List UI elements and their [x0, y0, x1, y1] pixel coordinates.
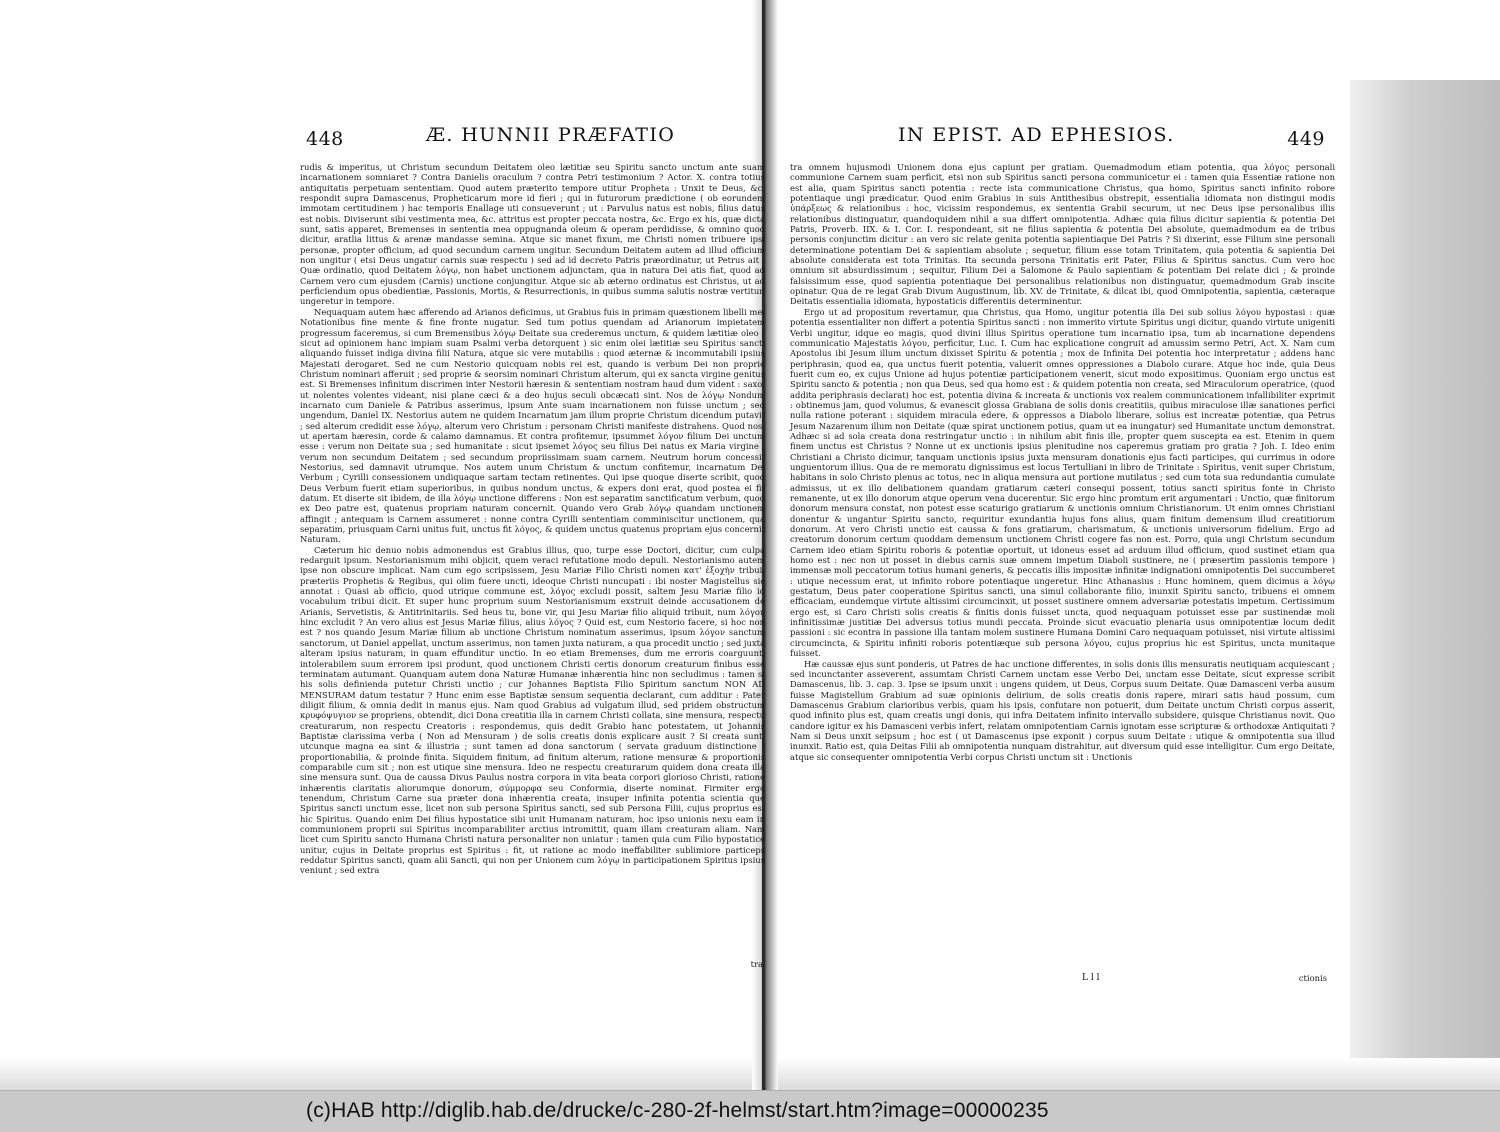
- left-body-text: [300, 162, 765, 876]
- page-edge-strip: [1350, 80, 1500, 1090]
- left-catchword: tra: [750, 959, 763, 969]
- right-page-number: 449: [1287, 128, 1325, 150]
- copyright-text: (c)HAB http://diglib.hab.de/drucke/c-280-2f-helmst/start.htm?image=00000235: [306, 1099, 1049, 1122]
- signature-mark: L l l: [1082, 973, 1100, 983]
- right-page: [790, 118, 1335, 983]
- left-page-number: 448: [306, 128, 344, 150]
- right-paragraph: Ergo ut ad propositum revertamur, qua Christus, qua Homo, ungitur potentia illa Dei sub solius λόγου hypostasi : quæ potentia essentialiter non differt a potentia Spiritus sancti : non immerito virtute Spiritus ungi dicitur, quando virtute unigeniti Verbi ungitur, idque eo magis, quod divini illius Spiritus operatione tum incarnatio ipsa, tum ab incarnatione dependens communicatio Majestatis λόγου, perficitur, Luc. I. Cum hac explicatione congruit ad amussim sermo Petri, Act. X. Nam cum Apostolus ibi Jesum illum unctum dixisset Spiritu & potentia ; mox de Infinita Dei potentia hoc interpretatur ; addens hanc periphrasin, quod ea, qua unctus fuerit potentia, valuerit omnes oppressiones a Diabolo curare. Atque hoc inde, quia Deus fuerit cum eo, ex cujus Unione ad hujus potentiæ participationem venerit, sicut modo expositimus. Quoniam ergo unctus est Spiritu sancto & potentia ; non qua Deus, sed qua homo est : & quidem potentia non creata, sed Miraculorum operatrice, (quod addita periphrasis declarat) hoc est, potentia divina & increata & unctionis vox realem communicationem infallibiliter exprimit : obtinemus jam, quod volumus, & evanescit glossa Grabiana de solis donis creatitiis, quibus miraculose illæ sanationes perfici nulla ratione poterant : siquidem miracula edere, & oppressos a Diabolo liberare, solius est increatæ potentiæ, qua Petrus Jesum Nazarenum illum non Deitate (quæ spirat unctionem potius, quam ut ea inungatur) sed Humanitate unctum demonstrat. Adhæc si ad sola creata dona restringatur unctio : in nihilum abit finis ille, propter quem suscepta ea est. Etenim in quem finem unctus est Christus ? Nonne ut ex unctionis ipsius plenitudine nos caperemus gratiam pro gratia ? Joh. I. Ideo enim Christiani a Christo dicimur, tanquam unctionis ipsius juxta mensuram donationis ejus facti participes, qui currimus in odore unguentorum illius. Qua de re memoratu dignissimus est locus Tertulliani in libro de Trinitate : Spiritus, venit super Christum, habitans in solo Christo plenus ac totus, nec in aliqua mensura aut portione mutilatus ; sed cum tota sua redundantia cumulate admissus, ut ex illo delibationem quandam gratiarum cæteri consequi possent, totius sancti spiritus fonte in Christo remanente, ut ex illo donorum atque operum vena ducerentur. Sic ergo hinc promtum erit argumentari : Unctio, quæ finitorum donorum mensura constat, non potest esse scaturigo gratiarum & unctionis omnium Christianorum. Ut enim omnes Christiani donentur & ungantur Spiritu sancto, requiritur exundantia hujus fons alius, quam finitum demensum illud creatitiorum donorum. At vero Christi unctio est caussa & fons gratiarum, charismatum, & unctionis universorum fidelium. Ergo ad creatorum donorum certum quoddam demensum unctionem Christi cogere fas non est. Porro, quia ungi Christum secundum Carnem ideo etiam Spiritu roboris & potentiæ oportuit, ut idoneus esset ad arduum illud officium, quod sustinet etiam qua homo est : nec non ut posset in diebus carnis suæ omnem impetum Diaboli sustinere, ne ( præsertim passionis tempore ) immensæ moli peccatorum totius humani generis, & peccatis illis impositæ infinitæ indignationi omnipotentis Dei succumberet : utique necessum erat, ut infinito robore potentiaque ungeretur. Hinc Athanasius : Hunc hominem, quem dicimus a λόγῳ gestatum, Deus pater cooperatione Spiritus sancti, una simul collaborante filio, inunxit Spiritu sancto, tribuens ei omnem efficaciam, eundemque virtute altissimi circumcinxit, ut posset sustinere omnem adversariæ potestatis impetum. Certissimum ergo est, si Caro Christi solis creatis & finitis donis fuisset uncta, quod nequaquam potuisset esse par sustinendæ moli infinitissimæ justitiæ Dei adversus totius mundi peccata. Proinde sicut evacuatio plenaria usus omnipotentiæ locum dedit passioni : sic econtra in passione illa tantam molem sustinere Humana Domini Caro nequaquam potuisset, nisi virtute altissimi circumcincta, & Spiritu infiniti roboris potentiæque sub persona λόγου, cujus proprius hic est Spiritus, uncta munitaque fuisset.: [790, 306, 1335, 659]
- left-running-title: Æ. HUNNII PRÆFATIO: [426, 124, 676, 146]
- right-catchword: ctionis: [1298, 973, 1327, 983]
- copyright-footer-bar: [0, 1090, 1500, 1132]
- left-paragraph: Cæterum hic denuo nobis admonendus est Grabius illius, quo, turpe esse Doctori, dicitur, cum culpa redarguit ipsum. Nestorianismum mihi objicit, quem veraci refutatione modo depuli. Nestorianismo autem ipse non obscure implicat. Nam cum ego scripsissem, Jesu Mariæ Filio Christi nomen κατ' ἐξοχὴν tribui, præteriis Prophetis & Regibus, qui olim fuere uncti, ideoque Christi nuncupati : ibi noster Magistellus sic annotat : Quasi ab officio, quod utrique commune est, λόγος excludi possit, saltem Jesu Mariæ filio id vocabulum tribui dicit. Et super hunc proprium suum Nestorianismum exstruit deinde accusationem de Arianis, Servetistis, & Antitrinitariis. Sed heus tu, bone vir, qui Jesu Mariæ filio aliquid tribuit, num λόγον hinc excludit ? An vero alius est Jesus Mariæ filius, alius λόγος ? Quid est, cum Nestorio facere, si hoc non est ? nos quando Jesum Mariæ filium ab unctione Christum nominatum asserimus, ipsum λόγον sanctum sanctorum, ut Daniel appellat, unctum asserimus, non tamen juxta naturam, a qua procedit unctio ; sed juxta alteram ipsius naturam, in quam effunditur unctio. In eo etiam Bremenses, dum me erroris coarguunt, intolerabilem suum errorem ipsi produnt, quod unctionem Christi certis donorum creaturum finibus esse terminatam autumant. Quanquam autem dona Naturæ Humanæ inhærentia hinc non secludimus : tamen si his solis definienda putetur Christi unctio ; cur Johannes Baptista Filio Spiritum sanctum NON AD MENSURAM datum testatur ? Hunc enim esse Baptistæ sensum sequentia declarant, cum additur : Pater diligit filium, & omnia dedit in manus ejus. Nam quod Grabius ad vulgatum illud, sed pridem obstructum κρυφόψυγιον se propriens, obtendit, dici Dona creatitia illa in carnem Christi collata, sine mensura, respectu creaturarum, non respectu Creatoris : respondemus, quis dedit Grabio hanc potestatem, ut Johannis Baptistæ clarissima verba ( Non ad Mensuram ) de solis creatis donis explicare ausit ? Si creata sunt, utcunque magna ea sint & illustria ; sunt tamen ad dona sanctorum ( servata graduum distinctione ) proportionabilia, & proinde finita. Siquidem finitum, ad finitum alterum, ratione mensuræ & proportionis comparabile cum sit ; non est utique sine mensura. Ideo ne respectu creaturarum quidem dona creata illa sine mensura sunt. Qua de caussa Divus Paulus nostra corpora in vita beata corpori glorioso Christi, ratione inhærentis claritatis aliorumque donorum, σύμμορφα seu Conformia, diserte nominat. Firmiter ergo tenendum, Christum Carne sua præter dona inhærentia creata, insuper infinita potentia scientia que Spiritus sancti unctum esse, licet non sub persona Spiritus sancti, sed sub Persona Filii, cujus proprius est hic Spiritus. Quando enim Dei filius hypostatice sibi unit Humanam naturam, hoc ipso unionis nexu eam in communionem proprii sui Spiritus incomparabiliter arctius intromittit, quam illam creaturam aliam. Nam licet cum Spiritu sancto Humana Christi natura personaliter non uniatur : tamen quia cum Filio hypostatice unitur, cujus in Deitate proprius est Spiritus : fit, ut ratione ac modo ineffabiliter sublimiore particeps reddatur Spiritus sancti, quam alii Sancti, qui non per Unionem cum λόγῳ in participationem Spiritus ipsius veniunt ; sed extra: [300, 544, 765, 876]
- left-paragraph: rudis & imperitus, ut Christum secundum Deitatem oleo lætitiæ seu Spiritu sancto unctum ante suam incarnationem somniaret ? Contra Danielis oraculum ? contra Petri testimonium ? Actor. X. contra totius antiquitatis perpetuam sententiam. Quod autem præterito tempore utitur Propheta : Unxit te Deus, &c. respondit supra Damascenus, Propheticarum more id fieri ; qui in futurorum prædictione ( ob eorundem immotam certitudinem ) hac temporis Enallage uti consueverunt ; ut : Parvulus natus est nobis, filius datus est nobis. Diviserunt sibi vestimenta mea, &c. attritus est propter peccata nostra, &c. Ergo ex his, quæ dicta sunt, satis apparet, Bremenses in sententia mea oppugnanda oleum & operam perdidisse, & omnino quod dicitur, aratlia littus & arenæ mandasse semina. Atque sic manet fixum, me Christi nomen tribuere ipsi personæ, propter officium, ad quod secundum carnem ungitur. Secundum Deitatem autem ad illud officium non ungitur ( etsi Deus ungatur carnis suæ respectu ) sed ad id decreto Patris præordinatur, ut Petrus ait : Quæ ordinatio, quod Deitatem λόγῳ, non habet unctionem adjunctam, qua in natura Dei atis fiat, quod ad Carnem vero cum ejusdem (Carnis) unctione conjungitur. Atque sic ab æterno ordinatus est Christus, ut ad perficiendum opus obedientiæ, Passionis, Mortis, & Resurrectionis, in quibus summa salutis nostræ vertitur, ungeretur in tempore.: [300, 162, 765, 307]
- bottom-page-edge: [0, 1058, 1500, 1090]
- right-running-head: [790, 118, 1335, 152]
- right-paragraph: tra omnem hujusmodi Unionem dona ejus capiunt per gratiam. Quemadmodum etiam potentia, qua λόγος personali communione Carnem suam perficit, etsi non sub Spiritus sancti persona communicetur ei : tamen quia Essentiæ ratione non est alia, quam Spiritus sancti potentia : recte ista communicatione Christus, qua homo, Spiritus sancti infinito robore potentiaque ungi prædicatur. Quod enim Grabius in suis Antithesibus obstrepit, essentialia idiomata non distingui modis ὑπάρξεως & relationibus : hoc, vicissim respondemus, ex sententia Grabii securum, ut nec Deus ipse personalibus illis relationibus distinguatur, quandoquidem nihil a sua differt omnipotentia. Adhæc quia filius dicitur sapientia & potentia Dei Patris, Proverb. IIX. & I. Cor. I. respondeant, sit ne filius sapientia & potentia Dei absolute, quemadmodum ea de tribus personis conjunctim dicitur : an vero sic relate genita potentia sapientiaque Dei Patris ? Si dixerint, esse Filium sine personali determinatione potentiam Dei & sapientiam absolute ; sequetur, filium esse totam Trinitatem, quia potentia & sapientia Dei absolute considerata est tota Trinitas. Ita secunda persona Trinitatis erit Pater, Filius & Spiritus sanctus. Cum vero hoc omnium sit absurdissimum ; sequitur, Filium Dei a Salomone & Paulo sapientiam & potentiam Dei relate dici ; & proinde falsissimum esse, quod sapientia potentiaque Dei personalibus relationibus non distinguatur, quemadmodum Grab inscite opinatur. Qua de re legat Grab Divum Augustinum, lib. XV. de Trinitate, & dilcat ibi, quod Omnipotentia, sapientia, cæteraque Deitatis essentialia idiomata, hypostaticis differentiis determinentur.: [790, 162, 1335, 307]
- right-paragraph: Hæ caussæ ejus sunt ponderis, ut Patres de hac unctione differentes, in solis donis illis mensuratis neutiquam acquiescant ; sed incunctanter asseverent, assumtam Christi Carnem unctam esse Verbo Dei, unctam esse Deitate, sicut expresse scribit Damascenus, lib. 3. cap. 3. Ipse se ipsum unxit : ungens quidem, ut Deus, Corpus suum Deitate. Quæ Damasceni verba ausum fuisse Magistellum Grabium ad suæ opinionis delirium, de solis creatis donis rapere, mirari satis haud possum, cum Damascenus Grabium clarioribus verbis, quam his ipsis, confutare non potuerit, dum Deitate unctum Christi corpus asserit, quod infinito plus est, quam creatis ungi donis, qui infra Deitatem infinito intervallo subsidere, quisque Christianus novit. Quo candore igitur ex his Damasceni verbis infert, relatam omnipotentiam Carnis ignotam esse scripturæ & orthodoxæ Antiquitati ? Nam si Deus unxit seipsum ; hoc est ( ut Damascenus ipse exponit ) corpus suum Deitate : utique & omnipotentia sua illud inunxit. Ratio est, quia Deitas Filii ab omnipotentia nunquam distrahitur, aut diversum quid esse intelligitur. Cum ergo Deitate, atque sic consequenter omnipotentia Verbi corpus Christi unctum sit : Unctionis: [790, 658, 1335, 762]
- right-body-text: [790, 162, 1335, 762]
- right-running-title: IN EPIST. AD EPHESIOS.: [898, 124, 1175, 146]
- left-paragraph: Nequaquam autem hæc afferendo ad Arianos deficimus, ut Grabius fuis in primam quæstionem libelli mei Notationibus fine mente & fine fronte nugatur. Sed tum potius quendam ad Arianorum impietatem progressum faceremus, si cum Bremensibus λόγῳ Deitate sua crederemus unctum, & quidem lætitiæ oleo ( sicut ad opinionem hanc impiam suam Psalmi verba detorquent ) sic enim olei lætitiæ seu Spiritus sancti aliquando fuisset indiga divina filii Natura, atque sic vere mutabilis : quod æternæ & incommutabili ipsius Majestati derogaret. Sed ne cum Nestorio quicquam nobis rei est, quando is verbum Dei non proprie Christum nominari afferuit ; sed proprie & seorsim nominari Christum alterum, qui ex sancta virgine genitus est. Si Bremenses infinitum discrimen inter Nestorii hæresin & sententiam nostram haud dum vident : saxo, ut nolentes volentes videant, nisi plane cæci & a deo hujus seculi obcæcati sint. Nos de λόγῳ Nondum incarnato cum Daniele & Patribus asserimus, ipsum Ante suam incarnationem non fuisse unctum ; sed ungendum, Daniel IX. Nestorius autem ne quidem Incarnatum jam illum proprie Christum dicendum putavit ; sed alterum credidit esse λόγῳ, alterum vero Christum : personam Christi manifeste distrahens. Quod nos, ut apertam hæresin, corde & calamo damnamus. Et contra profitemur, ipsummet λόγον filium Dei unctum esse : verum non Deitate sua ; sed humanitate : sicut ipsemet λόγος seu filius Dei natus ex Maria virgine ; verum non secundum Deitatem ; sed secundum propriissimam suam carnem. Neutrum horum concessit Nestorius, sed damnavit utrumque. Nos autem unum Christum & unctum confitemur, incarnatum Dei Verbum ; Cyrilli consessionem undiquaque sartam tectam retinentes. Qui ipse quoque diserte scribit, quod Deus Verbum fuerit etiam superioribus, in quibus nondum unctus, & expers doni erat, quod postea ei fit datum. Et diserte sit ibidem, de illa λόγῳ unctione differens : Non est separatim sanctificatum verbum, quod ex Deo patre est, quatenus propriam naturam concernit. Quando vero Grab λόγῳ quandam unctionem affingit ; antequam is Carnem assumeret : nonne contra Cyrilli sententiam comminiscitur unctionem, qua separatim, priusquam Carni unitus fuit, unctus fit λόγος, & quidem unctus quatenus propriam ejus concernit Naturam.: [300, 306, 765, 545]
- left-running-head: [300, 118, 765, 152]
- left-page: [300, 118, 765, 969]
